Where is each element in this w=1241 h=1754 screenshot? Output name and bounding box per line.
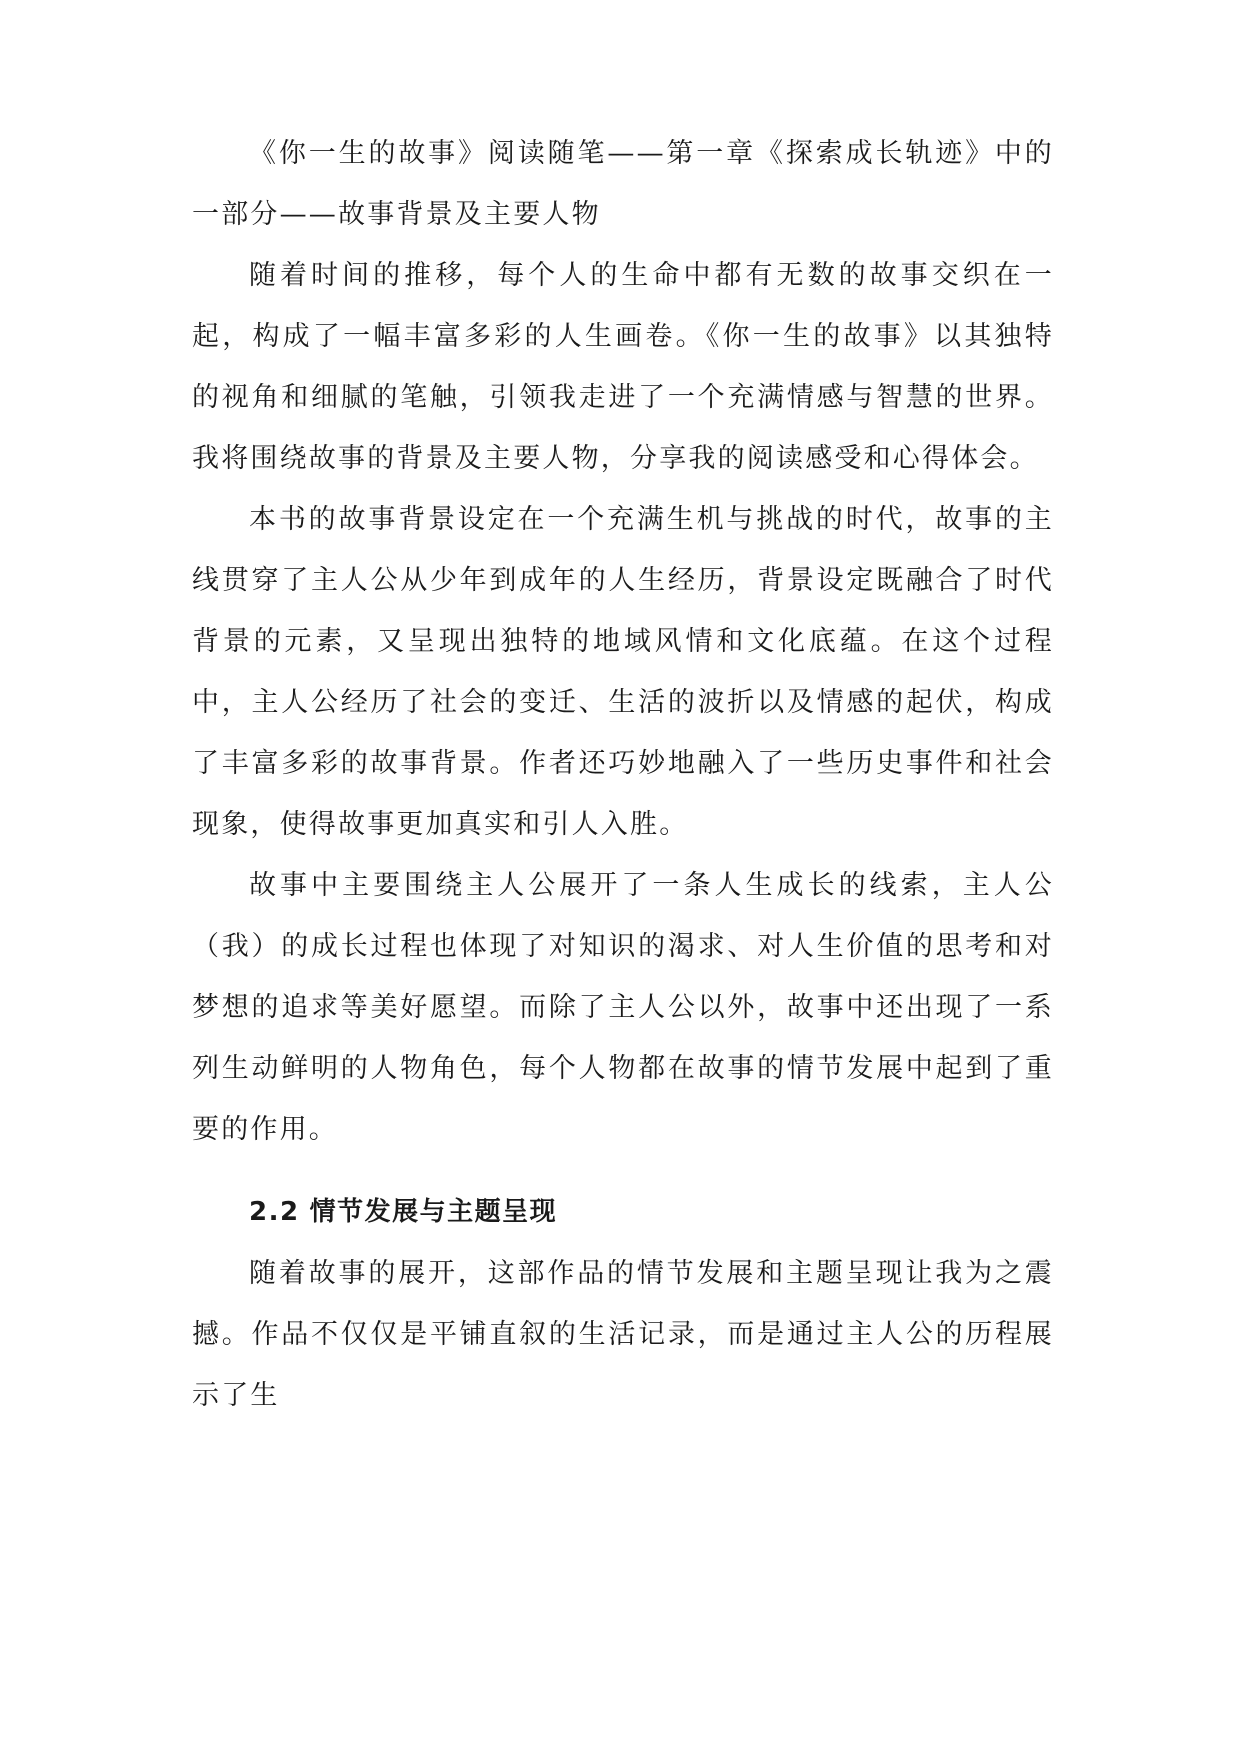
paragraph-characters: 故事中主要围绕主人公展开了一条人生成长的线索，主人公（我）的成长过程也体现了对知识的渴求、对人生价值的思考和对梦想的追求等美好愿望。而除了主人公以外，故事中还出现了一系列生动鲜明的人物角色，每个人物都在故事的情节发展中起到了重要的作用。	[192, 870, 1054, 1145]
document-page	[192, 123, 1054, 1426]
paragraph-background: 本书的故事背景设定在一个充满生机与挑战的时代，故事的主线贯穿了主人公从少年到成年的人生经历，背景设定既融合了时代背景的元素，又呈现出独特的地域风情和文化底蕴。在这个过程中，主人公经历了社会的变迁、生活的波折以及情感的起伏，构成了丰富多彩的故事背景。作者还巧妙地融入了一些历史事件和社会现象，使得故事更加真实和引人入胜。	[192, 504, 1054, 840]
paragraph-intro: 随着时间的推移，每个人的生命中都有无数的故事交织在一起，构成了一幅丰富多彩的人生画卷。《你一生的故事》以其独特的视角和细腻的笔触，引领我走进了一个充满情感与智慧的世界。我将围绕故事的背景及主要人物，分享我的阅读感受和心得体会。	[192, 260, 1054, 474]
paragraph-plot: 随着故事的展开，这部作品的情节发展和主题呈现让我为之震撼。作品不仅仅是平铺直叙的生活记录，而是通过主人公的历程展示了生	[192, 1258, 1054, 1411]
document-title-paragraph: 《你一生的故事》阅读随笔——第一章《探索成长轨迹》中的一部分——故事背景及主要人物	[192, 138, 1054, 230]
section-title: 情节发展与主题呈现	[309, 1197, 558, 1227]
section-heading	[192, 1182, 1054, 1243]
section-number: 2.2	[249, 1197, 300, 1227]
